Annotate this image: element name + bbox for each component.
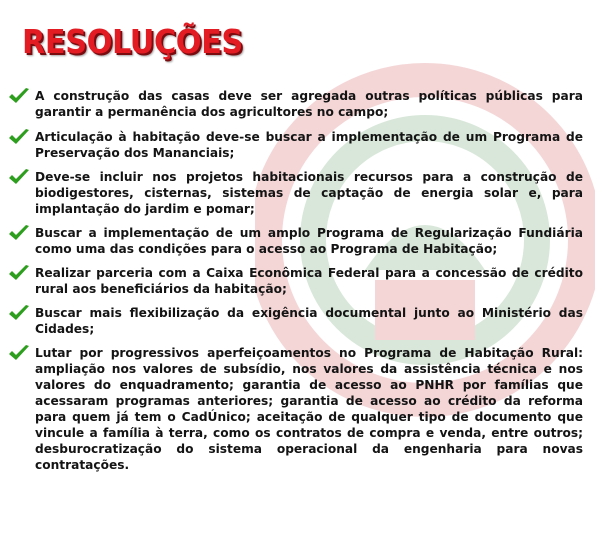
item-text: Lutar por progressivos aperfeiçoamentos no Programa de Habitação Rural: ampliação nos valores de subsídio, nos valores da assistência técnica e nos valores do enquadramento; garantia de acesso ao PNHR por famílias que acessaram programas anteriores; garantia de acesso ao crédito da reforma para quem já tem o CadÚnico; aceitação de qualquer tipo de documento que vincule a família à terra, como os contratos de compra e venda, entre outros; desburocratização do sistema operacional da engenharia para novas contratações. <box>35 346 583 472</box>
list-item <box>8 345 583 473</box>
list-item <box>8 225 583 257</box>
item-text: Buscar a implementação de um amplo Programa de Regularização Fundiária como uma das condições para o acesso ao Programa de Habitação; <box>35 226 583 256</box>
checkmark-icon <box>8 304 30 322</box>
list-item <box>8 129 583 161</box>
item-text: Deve-se incluir nos projetos habitacionais recursos para a construção de biodigestores, cisternas, sistemas de captação de energia solar e, para implantação do jardim e pomar; <box>35 170 583 216</box>
checkmark-icon <box>8 224 30 242</box>
item-text: Buscar mais flexibilização da exigência documental junto ao Ministério das Cidades; <box>35 306 583 336</box>
list-item <box>8 169 583 217</box>
checkmark-icon <box>8 344 30 362</box>
list-item <box>8 305 583 337</box>
checkmark-icon <box>8 264 30 282</box>
list-item <box>8 265 583 297</box>
item-text: A construção das casas deve ser agregada outras políticas públicas para garantir a permanência dos agricultores no campo; <box>35 89 583 119</box>
item-text: Articulação à habitação deve-se buscar a implementação de um Programa de Preservação dos Mananciais; <box>35 130 583 160</box>
list-item <box>8 88 583 120</box>
page-title: RESOLUÇÕES <box>22 22 243 61</box>
checkmark-icon <box>8 168 30 186</box>
resolutions-list <box>8 88 583 481</box>
checkmark-icon <box>8 128 30 146</box>
checkmark-icon <box>8 87 30 105</box>
item-text: Realizar parceria com a Caixa Econômica Federal para a concessão de crédito rural aos beneficiários da habitação; <box>35 266 583 296</box>
